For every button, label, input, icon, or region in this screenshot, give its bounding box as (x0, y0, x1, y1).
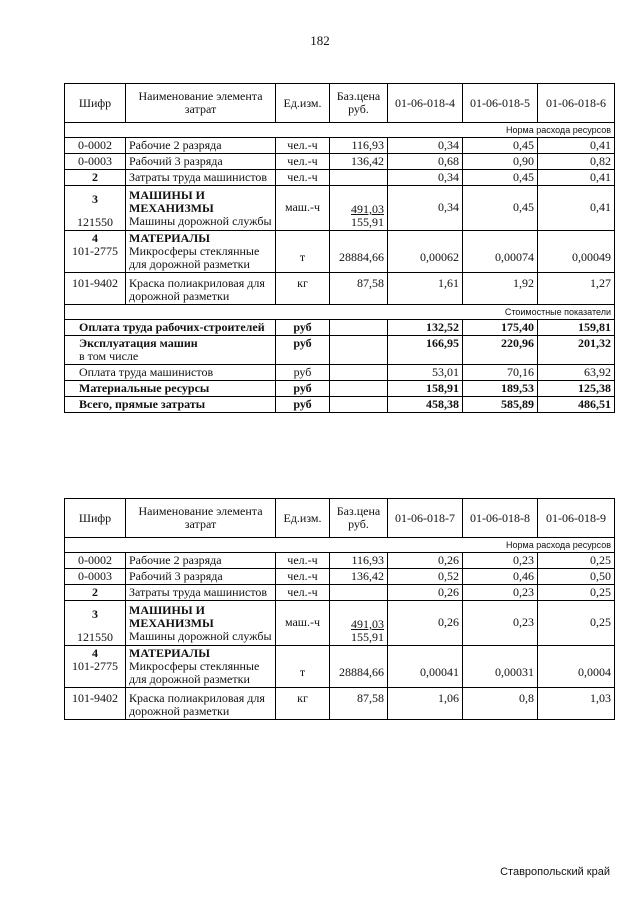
header-col-3: 01-06-018-9 (538, 499, 615, 538)
value-cell: 220,96 (463, 336, 538, 365)
header-col-2: 01-06-018-5 (463, 84, 538, 123)
unit-cell: чел.-ч (276, 569, 330, 585)
code-cell: 0-0002 (65, 553, 126, 569)
table-row (65, 585, 615, 601)
value-cell: 0,26 (388, 585, 463, 601)
value-cell: 0,82 (538, 154, 615, 170)
value-cell: 0,23 (463, 553, 538, 569)
estimate-table-1 (64, 83, 615, 413)
value-cell: 0,00074 (463, 231, 538, 273)
value-cell: 0,26 (388, 553, 463, 569)
unit-cell: руб (276, 365, 330, 381)
code-cell: 2 (65, 170, 126, 186)
table-row (65, 569, 615, 585)
name-cell: Машины дорожной службы (129, 213, 272, 228)
norm-caption-row (65, 123, 615, 138)
value-cell: 585,89 (463, 397, 538, 413)
price-cell: 28884,66 (330, 646, 388, 688)
value-cell: 0,45 (463, 138, 538, 154)
value-cell: 70,16 (463, 365, 538, 381)
section-number: 4 (92, 646, 98, 660)
code-cell: 101-2775 (72, 659, 118, 673)
section-number: 3 (92, 607, 98, 621)
value-cell: 1,92 (463, 273, 538, 305)
code-cell: 0-0003 (65, 569, 126, 585)
name-cell: Рабочие 2 разряда (126, 138, 276, 154)
section-title: МАШИНЫ И МЕХАНИЗМЫ (129, 602, 214, 630)
value-cell: 0,25 (538, 553, 615, 569)
table-row (65, 688, 615, 720)
unit-cell: чел.-ч (276, 138, 330, 154)
table-row (65, 231, 615, 273)
value-cell: 0,46 (463, 569, 538, 585)
cost-caption-row (65, 305, 615, 320)
summary-row (65, 365, 615, 381)
table-row (65, 170, 615, 186)
name-cell: Затраты труда машинистов (126, 585, 276, 601)
unit-cell: маш.-ч (276, 601, 330, 646)
unit-cell: т (276, 646, 330, 688)
region-footer: Ставропольский край (500, 866, 610, 878)
name-cell: Рабочий 3 разряда (126, 569, 276, 585)
unit-cell: чел.-ч (276, 170, 330, 186)
summary-sublabel: в том числе (79, 349, 139, 363)
price-cell: 87,58 (330, 688, 388, 720)
table-row (65, 646, 615, 688)
header-name: Наименование элемента затрат (126, 499, 276, 538)
name-cell: Микросферы стеклянные для дорожной разметки (129, 244, 260, 271)
price-cell: 155,91 (351, 630, 384, 644)
unit-cell: чел.-ч (276, 553, 330, 569)
page-number: 182 (310, 33, 330, 48)
value-cell: 0,26 (388, 601, 463, 646)
table-row (65, 273, 615, 305)
header-price: Баз.цена руб. (330, 499, 388, 538)
code-cell: 121550 (77, 630, 113, 644)
value-cell: 0,00041 (388, 646, 463, 688)
price-cell: 136,42 (330, 154, 388, 170)
code-cell: 2 (65, 585, 126, 601)
code-cell: 0-0003 (65, 154, 126, 170)
price-cell: 155,91 (351, 215, 384, 229)
value-cell: 0,25 (538, 585, 615, 601)
name-cell: Микросферы стеклянные для дорожной разметки (129, 659, 260, 686)
code-cell: 121550 (77, 215, 113, 229)
header-col-3: 01-06-018-6 (538, 84, 615, 123)
value-cell: 0,68 (388, 154, 463, 170)
header-price: Баз.цена руб. (330, 84, 388, 123)
value-cell: 63,92 (538, 365, 615, 381)
value-cell: 166,95 (388, 336, 463, 365)
value-cell: 0,90 (463, 154, 538, 170)
value-cell: 0,45 (463, 170, 538, 186)
name-cell: Краска полиакриловая для дорожной разметки (126, 688, 276, 720)
value-cell: 158,91 (388, 381, 463, 397)
unit-cell: т (276, 231, 330, 273)
header-unit: Ед.изм. (276, 84, 330, 123)
section-number: 4 (92, 231, 98, 245)
value-cell: 189,53 (463, 381, 538, 397)
code-cell: 101-9402 (65, 273, 126, 305)
value-cell: 0,0004 (538, 646, 615, 688)
price-cell: 116,93 (330, 138, 388, 154)
summary-row (65, 381, 615, 397)
value-cell: 0,8 (463, 688, 538, 720)
value-cell: 1,27 (538, 273, 615, 305)
summary-row (65, 320, 615, 336)
summary-label: Всего, прямые затраты (65, 397, 276, 413)
header-name: Наименование элемента затрат (126, 84, 276, 123)
section-title: МАТЕРИАЛЫ (129, 646, 210, 660)
value-cell: 125,38 (538, 381, 615, 397)
value-cell: 53,01 (388, 365, 463, 381)
value-cell: 0,00049 (538, 231, 615, 273)
summary-row (65, 336, 615, 365)
cost-caption: Стоимостные показатели (65, 305, 615, 320)
value-cell: 132,52 (388, 320, 463, 336)
table-row (65, 601, 615, 646)
unit-cell: кг (276, 688, 330, 720)
price-cell: 28884,66 (330, 231, 388, 273)
value-cell: 0,41 (538, 186, 615, 231)
norm-caption-row (65, 538, 615, 553)
unit-cell: чел.-ч (276, 585, 330, 601)
unit-cell: руб (276, 381, 330, 397)
value-cell: 1,61 (388, 273, 463, 305)
unit-cell: руб (276, 320, 330, 336)
summary-label: Материальные ресурсы (65, 381, 276, 397)
header-unit: Ед.изм. (276, 499, 330, 538)
value-cell: 0,00031 (463, 646, 538, 688)
section-title: МАТЕРИАЛЫ (129, 231, 210, 245)
name-cell: Рабочие 2 разряда (126, 553, 276, 569)
table-row (65, 138, 615, 154)
price-cell: 136,42 (330, 569, 388, 585)
header-code: Шифр (65, 84, 126, 123)
price-cell: 491,03 (351, 202, 384, 216)
code-cell: 101-2775 (72, 244, 118, 258)
unit-cell: руб (276, 397, 330, 413)
norm-caption: Норма расхода ресурсов (65, 538, 615, 553)
name-cell: Затраты труда машинистов (126, 170, 276, 186)
table-row (65, 553, 615, 569)
unit-cell: чел.-ч (276, 154, 330, 170)
price-cell: 87,58 (330, 273, 388, 305)
value-cell: 0,34 (388, 170, 463, 186)
value-cell: 486,51 (538, 397, 615, 413)
value-cell: 0,00062 (388, 231, 463, 273)
value-cell: 159,81 (538, 320, 615, 336)
summary-label: Оплата труда машинистов (65, 365, 276, 381)
code-cell: 0-0002 (65, 138, 126, 154)
name-cell: Рабочий 3 разряда (126, 154, 276, 170)
value-cell: 0,34 (388, 186, 463, 231)
value-cell: 1,03 (538, 688, 615, 720)
estimate-table-2 (64, 498, 615, 720)
value-cell: 201,32 (538, 336, 615, 365)
header-code: Шифр (65, 499, 126, 538)
value-cell: 0,23 (463, 601, 538, 646)
value-cell: 0,45 (463, 186, 538, 231)
price-cell: 491,03 (351, 617, 384, 631)
table-row (65, 186, 615, 231)
value-cell: 0,25 (538, 601, 615, 646)
unit-cell: маш.-ч (276, 186, 330, 231)
price-cell: 116,93 (330, 553, 388, 569)
section-number: 3 (92, 192, 98, 206)
table-header-row (65, 84, 615, 123)
section-title: МАШИНЫ И МЕХАНИЗМЫ (129, 187, 214, 215)
name-cell: Машины дорожной службы (129, 628, 272, 643)
table-header-row (65, 499, 615, 538)
value-cell: 0,23 (463, 585, 538, 601)
value-cell: 0,41 (538, 170, 615, 186)
value-cell: 1,06 (388, 688, 463, 720)
header-col-1: 01-06-018-7 (388, 499, 463, 538)
table-row (65, 154, 615, 170)
header-col-2: 01-06-018-8 (463, 499, 538, 538)
value-cell: 458,38 (388, 397, 463, 413)
norm-caption: Норма расхода ресурсов (65, 123, 615, 138)
code-cell: 101-9402 (65, 688, 126, 720)
value-cell: 0,41 (538, 138, 615, 154)
value-cell: 175,40 (463, 320, 538, 336)
summary-label: Оплата труда рабочих-строителей (65, 320, 276, 336)
summary-label: Эксплуатация машин (79, 336, 198, 350)
value-cell: 0,34 (388, 138, 463, 154)
header-col-1: 01-06-018-4 (388, 84, 463, 123)
summary-row (65, 397, 615, 413)
name-cell: Краска полиакриловая для дорожной разметки (126, 273, 276, 305)
unit-cell: руб (276, 336, 330, 365)
value-cell: 0,50 (538, 569, 615, 585)
value-cell: 0,52 (388, 569, 463, 585)
unit-cell: кг (276, 273, 330, 305)
